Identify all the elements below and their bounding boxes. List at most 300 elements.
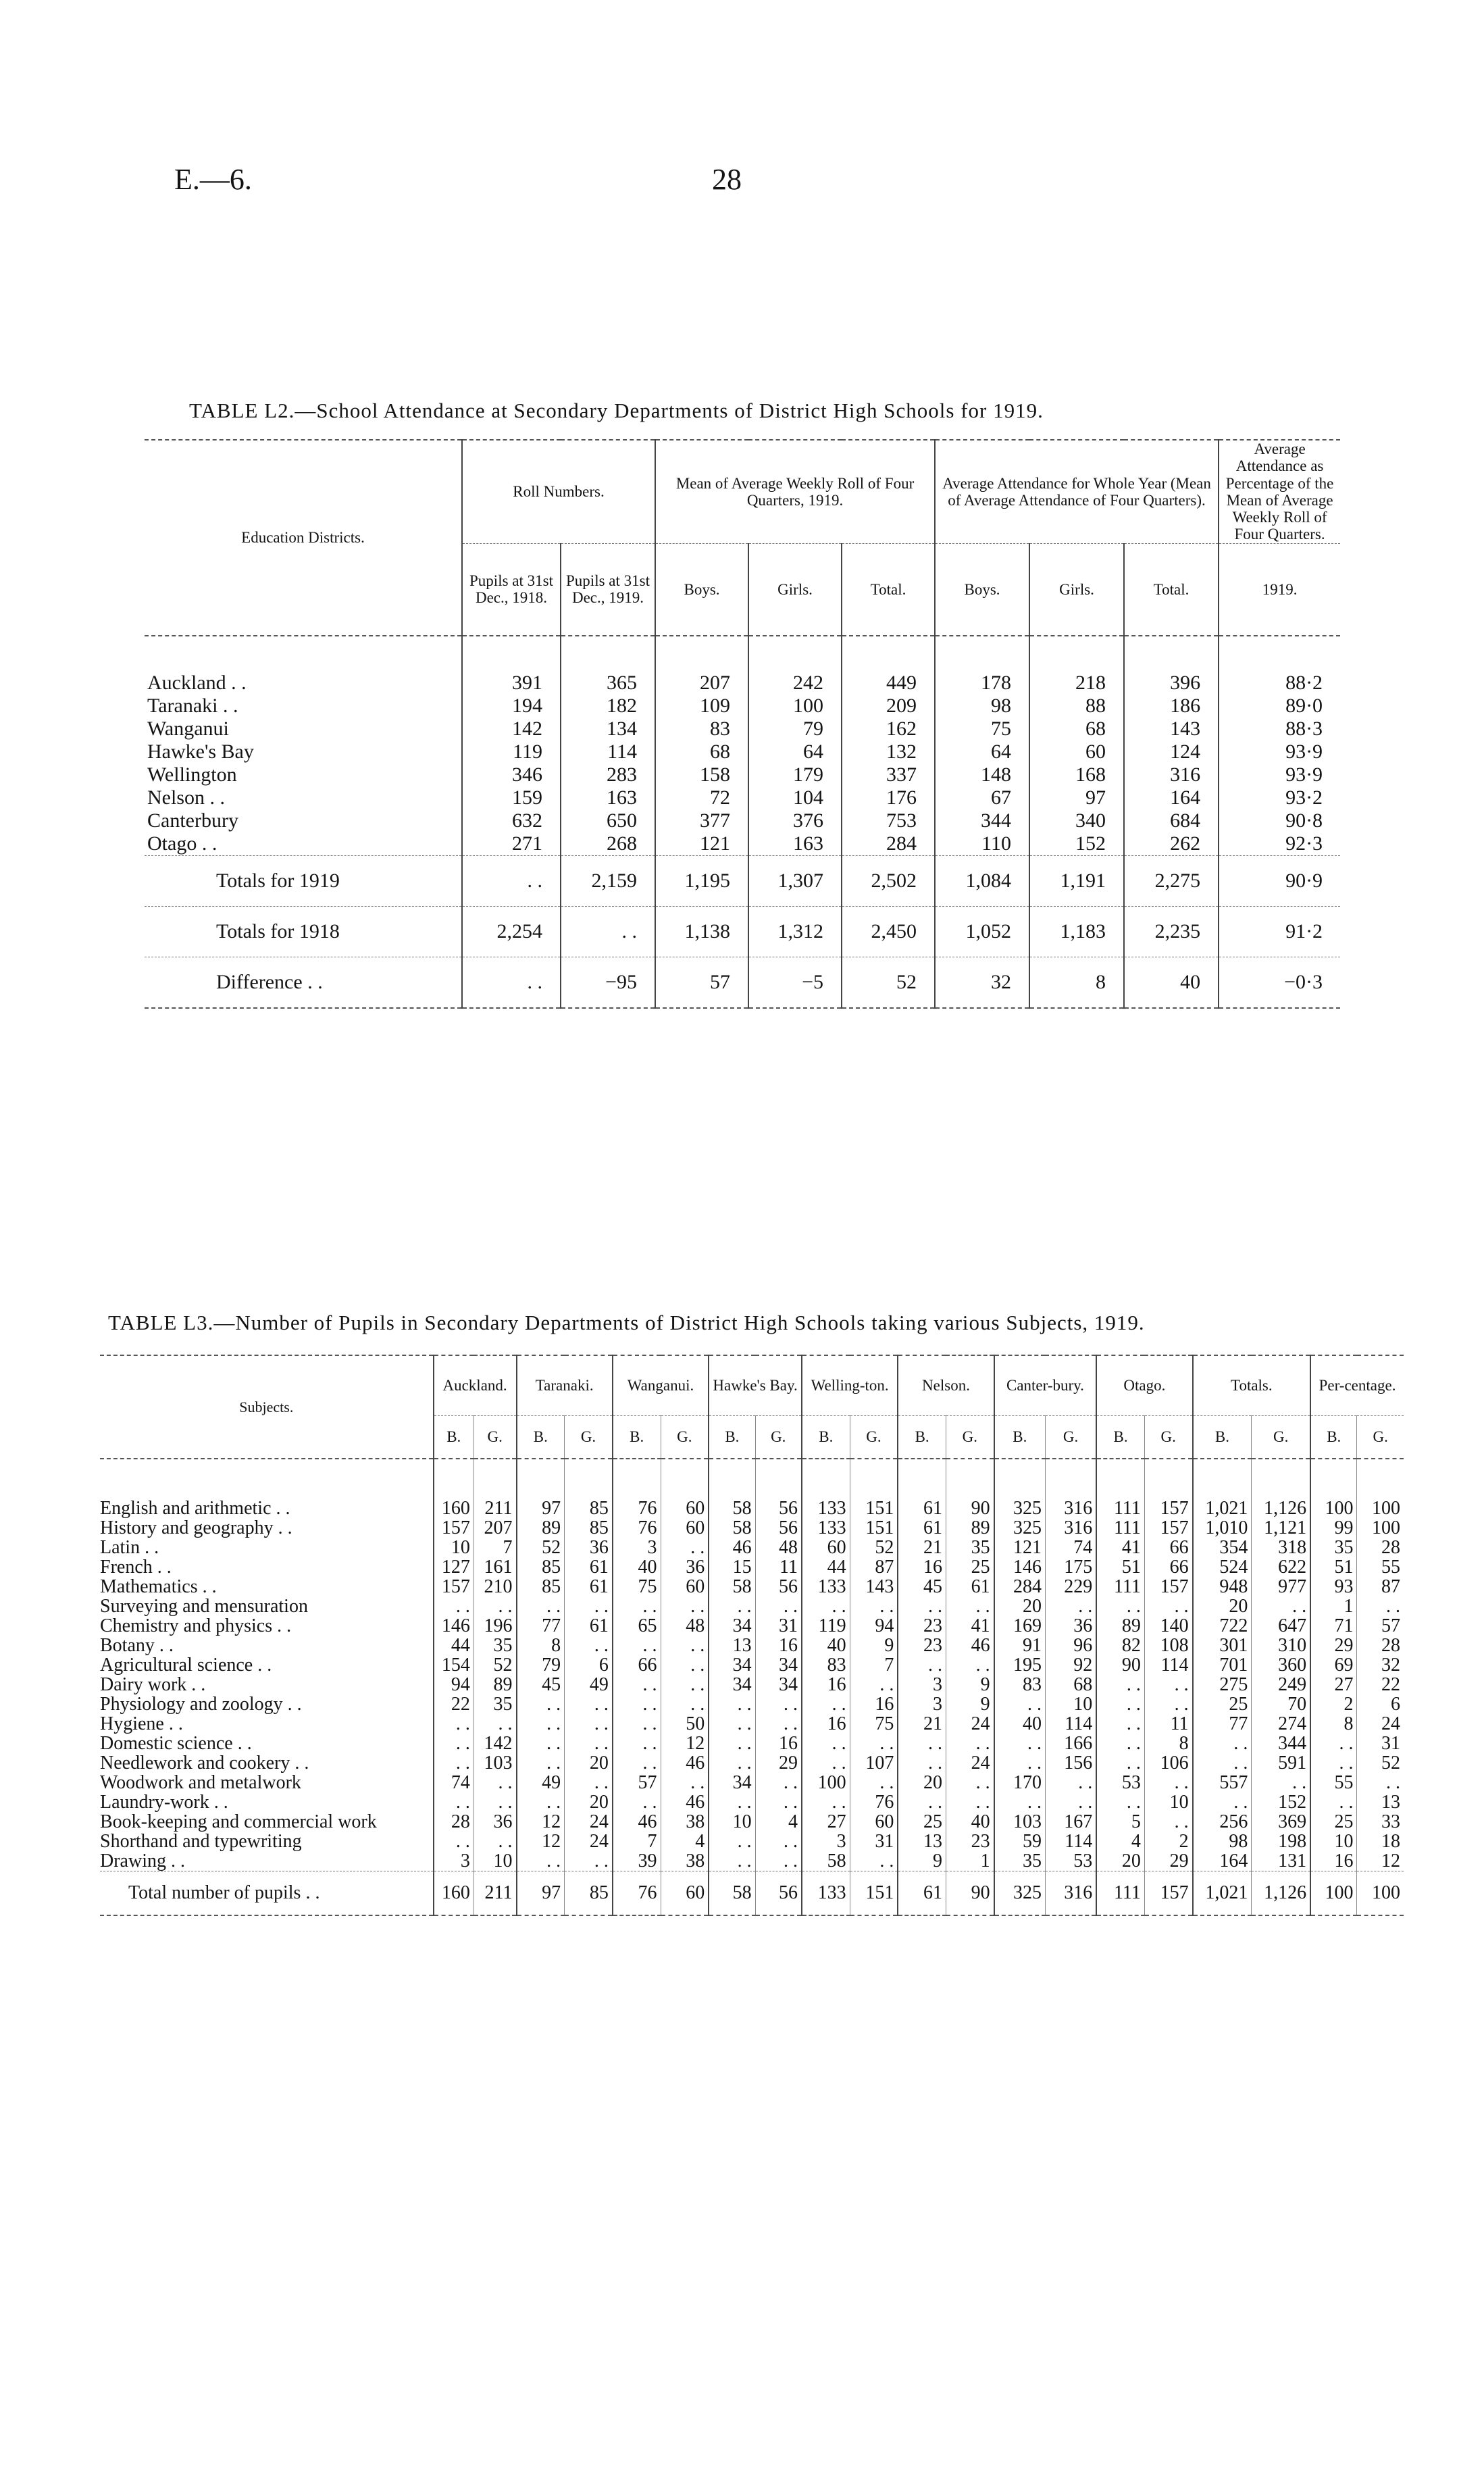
table-cell: . .: [517, 1734, 565, 1753]
table-cell: 111: [1096, 1459, 1144, 1518]
table-row: [145, 786, 1340, 809]
table-cell: . .: [661, 1694, 709, 1714]
table-cell: 148: [935, 763, 1029, 786]
table-cell: 142: [474, 1734, 516, 1753]
table-cell: 753: [842, 809, 935, 832]
boys-subheader: B.: [1096, 1416, 1144, 1459]
table-cell: 7: [850, 1655, 898, 1675]
page-number: 28: [712, 163, 742, 196]
attendance-header: Average Attendance for Whole Year (Mean of Average Attendance of Four Quarters).: [935, 440, 1219, 543]
table-cell: . .: [802, 1753, 850, 1773]
boys-subheader: B.: [1193, 1416, 1252, 1459]
subject-name: Shorthand and typewriting: [100, 1831, 302, 1852]
table-cell: 360: [1252, 1655, 1310, 1675]
table-cell: 22: [1357, 1675, 1404, 1694]
table-cell: 151: [850, 1459, 898, 1518]
table-cell: 34: [709, 1773, 755, 1792]
girls-subheader: G.: [850, 1416, 898, 1459]
table-cell: 4: [755, 1812, 802, 1832]
table-cell: 68: [1029, 718, 1124, 740]
table-cell: 151: [850, 1518, 898, 1538]
table-cell: 8: [1144, 1734, 1192, 1753]
table-cell: . .: [661, 1538, 709, 1557]
table-row: [100, 1792, 1404, 1812]
table-cell: 29: [1310, 1636, 1357, 1655]
table-cell: 76: [850, 1792, 898, 1812]
table-cell: . .: [565, 1694, 613, 1714]
table-cell: 318: [1252, 1538, 1310, 1557]
table-cell: . .: [709, 1714, 755, 1734]
table-cell: 157: [434, 1518, 474, 1538]
girls-subheader: G.: [1357, 1416, 1404, 1459]
table-cell: 8: [1029, 957, 1124, 1008]
table-cell: 2,254: [462, 906, 561, 957]
table-cell: 16: [802, 1675, 850, 1694]
table-row: [145, 809, 1340, 832]
table-cell: . .: [1193, 1792, 1252, 1812]
table-cell: 346: [462, 763, 561, 786]
table-cell: . .: [994, 1734, 1046, 1753]
subject-name: Dairy work . .: [100, 1674, 206, 1695]
girls-subheader: G.: [1144, 1416, 1192, 1459]
table-cell: 35: [1310, 1538, 1357, 1557]
table-cell: 34: [755, 1675, 802, 1694]
table-cell: 104: [748, 786, 842, 809]
table-cell: 146: [994, 1557, 1046, 1577]
table-cell: 701: [1193, 1655, 1252, 1675]
girls-subheader: G.: [1045, 1416, 1096, 1459]
table-cell: 9: [898, 1851, 946, 1871]
table-cell: 283: [561, 763, 655, 786]
table-cell: 110: [935, 832, 1029, 856]
table-cell: 85: [565, 1518, 613, 1538]
table-cell: . .: [1357, 1773, 1404, 1792]
att-boys-header: Boys.: [935, 543, 1029, 636]
table-cell: 61: [898, 1518, 946, 1538]
table-cell: 77: [517, 1616, 565, 1636]
table-cell: 9: [946, 1675, 994, 1694]
table-cell: 29: [755, 1753, 802, 1773]
table-cell: 27: [1310, 1675, 1357, 1694]
table-cell: 1: [946, 1851, 994, 1871]
table-cell: 60: [661, 1518, 709, 1538]
table-cell: . .: [517, 1694, 565, 1714]
table-cell: 61: [565, 1577, 613, 1596]
table-cell: 52: [517, 1538, 565, 1557]
table-cell: 16: [755, 1636, 802, 1655]
table-cell: 67: [935, 786, 1029, 809]
district-column-header: Per-centage.: [1310, 1355, 1404, 1416]
table-cell: 35: [994, 1851, 1046, 1871]
table-cell: 365: [561, 636, 655, 695]
table-cell: 124: [1124, 740, 1219, 763]
table-cell: 18: [1357, 1832, 1404, 1851]
table-cell: 98: [1193, 1832, 1252, 1851]
table-cell: 23: [946, 1832, 994, 1851]
table-cell: 166: [1045, 1734, 1096, 1753]
table-cell: 396: [1124, 636, 1219, 695]
table-cell: 56: [755, 1577, 802, 1596]
table-cell: 90·9: [1219, 855, 1340, 906]
table-cell: 10: [474, 1851, 516, 1871]
table-cell: . .: [850, 1851, 898, 1871]
table-cell: . .: [802, 1596, 850, 1616]
table-cell: 24: [565, 1812, 613, 1832]
table-cell: 76: [613, 1871, 661, 1916]
table-cell: . .: [434, 1832, 474, 1851]
table-cell: 41: [946, 1616, 994, 1636]
table-cell: 132: [842, 740, 935, 763]
table-cell: 53: [1045, 1851, 1096, 1871]
table-cell: 38: [661, 1812, 709, 1832]
table-cell: 46: [613, 1812, 661, 1832]
table-cell: 114: [1144, 1655, 1192, 1675]
table-row: [100, 1694, 1404, 1714]
subject-name: Chemistry and physics . .: [100, 1615, 292, 1636]
table-cell: 16: [1310, 1851, 1357, 1871]
table-cell: 1,191: [1029, 855, 1124, 906]
table-cell: 23: [898, 1636, 946, 1655]
table-cell: 175: [1045, 1557, 1096, 1577]
table-cell: . .: [434, 1753, 474, 1773]
table-cell: 9: [946, 1694, 994, 1714]
table-cell: 524: [1193, 1557, 1252, 1577]
table-cell: 111: [1096, 1577, 1144, 1596]
table-cell: 45: [517, 1675, 565, 1694]
table-cell: . .: [898, 1753, 946, 1773]
table-cell: 24: [565, 1832, 613, 1851]
table-cell: 22: [434, 1694, 474, 1714]
table-cell: 3: [802, 1832, 850, 1851]
district-name: Wanganui: [147, 717, 229, 740]
table-row: [100, 1812, 1404, 1832]
table-cell: 284: [842, 832, 935, 856]
table-cell: 1,195: [655, 855, 748, 906]
table-cell: 2,502: [842, 855, 935, 906]
table-cell: 58: [802, 1851, 850, 1871]
district-column-header: Hawke's Bay.: [709, 1355, 802, 1416]
table-cell: 88·2: [1219, 636, 1340, 695]
table-cell: 64: [935, 740, 1029, 763]
table-cell: . .: [709, 1753, 755, 1773]
table-cell: 140: [1144, 1616, 1192, 1636]
table-cell: . .: [755, 1832, 802, 1851]
table-cell: 20: [565, 1792, 613, 1812]
boys-subheader: B.: [898, 1416, 946, 1459]
table-cell: 7: [613, 1832, 661, 1851]
table-cell: 48: [755, 1538, 802, 1557]
table-cell: 65: [613, 1616, 661, 1636]
table-cell: . .: [1096, 1714, 1144, 1734]
table-cell: . .: [661, 1675, 709, 1694]
table-cell: 152: [1252, 1792, 1310, 1812]
table-cell: 107: [850, 1753, 898, 1773]
mean-girls-header: Girls.: [748, 543, 842, 636]
table-cell: 79: [517, 1655, 565, 1675]
table-cell: 36: [1045, 1616, 1096, 1636]
table-cell: 20: [565, 1753, 613, 1773]
table-cell: 157: [1144, 1871, 1192, 1916]
table-cell: 40: [1124, 957, 1219, 1008]
table-cell: 89: [946, 1518, 994, 1538]
table-row: [145, 718, 1340, 740]
table-cell: . .: [898, 1734, 946, 1753]
table-cell: 632: [462, 809, 561, 832]
table-cell: 157: [434, 1577, 474, 1596]
table-cell: . .: [1096, 1694, 1144, 1714]
table-cell: 10: [1310, 1832, 1357, 1851]
table-cell: 49: [565, 1675, 613, 1694]
table-cell: 344: [1252, 1734, 1310, 1753]
table-cell: 4: [661, 1832, 709, 1851]
table-cell: 207: [655, 636, 748, 695]
table-cell: 207: [474, 1518, 516, 1538]
table-cell: 35: [474, 1694, 516, 1714]
table-cell: 89: [474, 1675, 516, 1694]
district-name: Wellington: [147, 763, 237, 786]
boys-subheader: B.: [1310, 1416, 1357, 1459]
table-cell: 13: [1357, 1792, 1404, 1812]
table-cell: 31: [1357, 1734, 1404, 1753]
table-cell: 100: [1357, 1871, 1404, 1916]
table-cell: 133: [802, 1577, 850, 1596]
table-cell: . .: [1045, 1792, 1096, 1812]
table-cell: . .: [661, 1655, 709, 1675]
percentage-header: Average Attendance as Percentage of the Mean of Average Weekly Roll of Four Quarters.: [1219, 440, 1340, 543]
table-cell: . .: [946, 1596, 994, 1616]
table-cell: 369: [1252, 1812, 1310, 1832]
table-cell: 1,126: [1252, 1459, 1310, 1518]
table-cell: . .: [898, 1655, 946, 1675]
table-cell: . .: [755, 1773, 802, 1792]
table-cell: . .: [802, 1792, 850, 1812]
subject-name: French . .: [100, 1557, 172, 1578]
table-cell: 133: [802, 1871, 850, 1916]
table-cell: 32: [1357, 1655, 1404, 1675]
table-cell: 35: [474, 1636, 516, 1655]
table-cell: 647: [1252, 1616, 1310, 1636]
table-cell: 34: [709, 1616, 755, 1636]
district-column-header: Taranaki.: [517, 1355, 613, 1416]
table-cell: 28: [434, 1812, 474, 1832]
table-cell: 977: [1252, 1577, 1310, 1596]
table-cell: 557: [1193, 1773, 1252, 1792]
table-cell: 12: [1357, 1851, 1404, 1871]
table-row: [100, 1518, 1404, 1538]
mean-total-header: Total.: [842, 543, 935, 636]
table-cell: 209: [842, 695, 935, 718]
table-cell: 52: [842, 957, 935, 1008]
table-cell: . .: [565, 1734, 613, 1753]
table-cell: 66: [1144, 1538, 1192, 1557]
table-cell: 44: [802, 1557, 850, 1577]
table-cell: 2,235: [1124, 906, 1219, 957]
table-cell: . .: [462, 855, 561, 906]
table-cell: . .: [946, 1655, 994, 1675]
table-cell: 160: [434, 1871, 474, 1916]
girls-subheader: G.: [755, 1416, 802, 1459]
table-cell: 182: [561, 695, 655, 718]
district-column-header: Nelson.: [898, 1355, 994, 1416]
table-cell: 161: [474, 1557, 516, 1577]
page-reference: E.—6.: [174, 163, 252, 196]
table-cell: . .: [474, 1832, 516, 1851]
table-cell: 75: [613, 1577, 661, 1596]
table-row: [100, 1557, 1404, 1577]
table-cell: . .: [565, 1596, 613, 1616]
girls-subheader: G.: [661, 1416, 709, 1459]
table-cell: 163: [561, 786, 655, 809]
girls-subheader: G.: [565, 1416, 613, 1459]
table-cell: 1,010: [1193, 1518, 1252, 1538]
table-cell: 1,312: [748, 906, 842, 957]
table-cell: 163: [748, 832, 842, 856]
table-row: [100, 1655, 1404, 1675]
table-l2: [145, 439, 1340, 1009]
table-cell: 45: [898, 1577, 946, 1596]
boys-subheader: B.: [709, 1416, 755, 1459]
table-cell: 186: [1124, 695, 1219, 718]
table-cell: 158: [655, 763, 748, 786]
table-cell: 159: [462, 786, 561, 809]
table-cell: 157: [1144, 1518, 1192, 1538]
table-cell: 52: [474, 1655, 516, 1675]
table-cell: 74: [1045, 1538, 1096, 1557]
table-cell: 46: [709, 1538, 755, 1557]
table-cell: 24: [946, 1714, 994, 1734]
table-cell: 66: [613, 1655, 661, 1675]
table-cell: 40: [613, 1557, 661, 1577]
table-cell: 59: [994, 1832, 1046, 1851]
table-cell: 51: [1096, 1557, 1144, 1577]
table-cell: 39: [613, 1851, 661, 1871]
table-row: [100, 1577, 1404, 1596]
table-cell: 8: [517, 1636, 565, 1655]
table-cell: 21: [898, 1714, 946, 1734]
table-cell: 92·3: [1219, 832, 1340, 856]
table-cell: 151: [850, 1871, 898, 1916]
table-cell: 11: [1144, 1714, 1192, 1734]
table-cell: 66: [1144, 1557, 1192, 1577]
table-cell: 9: [850, 1636, 898, 1655]
table-cell: 142: [462, 718, 561, 740]
table-cell: . .: [709, 1734, 755, 1753]
table-cell: 34: [755, 1655, 802, 1675]
table-cell: . .: [994, 1753, 1046, 1773]
table-row: [145, 695, 1340, 718]
table-cell: 64: [748, 740, 842, 763]
table-cell: 87: [850, 1557, 898, 1577]
table-cell: 85: [517, 1557, 565, 1577]
table-cell: . .: [565, 1636, 613, 1655]
table-cell: 88·3: [1219, 718, 1340, 740]
table-cell: . .: [613, 1792, 661, 1812]
table-cell: . .: [1310, 1792, 1357, 1812]
table-cell: 133: [802, 1518, 850, 1538]
table-cell: 90: [1096, 1655, 1144, 1675]
table-cell: 2: [1310, 1694, 1357, 1714]
table-cell: 684: [1124, 809, 1219, 832]
table-cell: 16: [802, 1714, 850, 1734]
table-cell: 56: [755, 1518, 802, 1538]
totals-row: [145, 855, 1340, 906]
table-cell: 2,275: [1124, 855, 1219, 906]
table-cell: 119: [462, 740, 561, 763]
table-cell: 52: [1357, 1753, 1404, 1773]
table-cell: 1,021: [1193, 1459, 1252, 1518]
table-cell: . .: [1096, 1596, 1144, 1616]
table-cell: . .: [1096, 1734, 1144, 1753]
table-cell: . .: [1144, 1812, 1192, 1832]
table-cell: 376: [748, 809, 842, 832]
table-cell: 87: [1357, 1577, 1404, 1596]
table-cell: . .: [517, 1753, 565, 1773]
table-cell: . .: [517, 1851, 565, 1871]
table-cell: 179: [748, 763, 842, 786]
table-cell: . .: [1096, 1753, 1144, 1773]
table-cell: 46: [661, 1753, 709, 1773]
table-cell: 90: [946, 1871, 994, 1916]
subject-name: History and geography . .: [100, 1517, 292, 1538]
table-cell: −5: [748, 957, 842, 1008]
table-cell: 20: [1193, 1596, 1252, 1616]
table-cell: 134: [561, 718, 655, 740]
att-total-header: Total.: [1124, 543, 1219, 636]
table-cell: . .: [517, 1596, 565, 1616]
table-cell: . .: [1096, 1792, 1144, 1812]
table-cell: 20: [1096, 1851, 1144, 1871]
table-cell: 61: [898, 1459, 946, 1518]
table-cell: 1: [1310, 1596, 1357, 1616]
table-cell: 27: [802, 1812, 850, 1832]
table-cell: 60: [661, 1459, 709, 1518]
table-cell: . .: [613, 1636, 661, 1655]
subject-name: Total number of pupils . .: [100, 1871, 434, 1916]
table-cell: 114: [1045, 1714, 1096, 1734]
district-column-header: Wanganui.: [613, 1355, 709, 1416]
table-cell: 58: [709, 1871, 755, 1916]
table-cell: 25: [898, 1812, 946, 1832]
totals-row: [145, 906, 1340, 957]
table-cell: 196: [474, 1616, 516, 1636]
boys-subheader: B.: [517, 1416, 565, 1459]
table-cell: 85: [565, 1459, 613, 1518]
table-cell: 7: [474, 1538, 516, 1557]
district-column-header: Auckland.: [434, 1355, 517, 1416]
table-cell: −0·3: [1219, 957, 1340, 1008]
table-row: [100, 1616, 1404, 1636]
table-cell: . .: [709, 1792, 755, 1812]
table-l3-caption: TABLE L3.—Number of Pupils in Secondary Departments of District High Schools taking various Subjects, 1919.: [108, 1311, 1145, 1334]
table-cell: 28: [1357, 1538, 1404, 1557]
table-cell: 41: [1096, 1538, 1144, 1557]
table-cell: 76: [613, 1518, 661, 1538]
table-cell: 94: [434, 1675, 474, 1694]
district-name: Totals for 1918: [145, 906, 462, 957]
table-cell: 229: [1045, 1577, 1096, 1596]
district-header: Education Districts.: [145, 440, 462, 636]
table-cell: 10: [1045, 1694, 1096, 1714]
table-cell: 100: [748, 695, 842, 718]
district-name: Nelson . .: [147, 786, 225, 809]
table-cell: 46: [661, 1792, 709, 1812]
table-cell: 93·9: [1219, 740, 1340, 763]
table-cell: 20: [898, 1773, 946, 1792]
subject-name: English and arithmetic . .: [100, 1498, 290, 1519]
table-cell: . .: [565, 1714, 613, 1734]
table-cell: 622: [1252, 1557, 1310, 1577]
table-cell: 5: [1096, 1812, 1144, 1832]
